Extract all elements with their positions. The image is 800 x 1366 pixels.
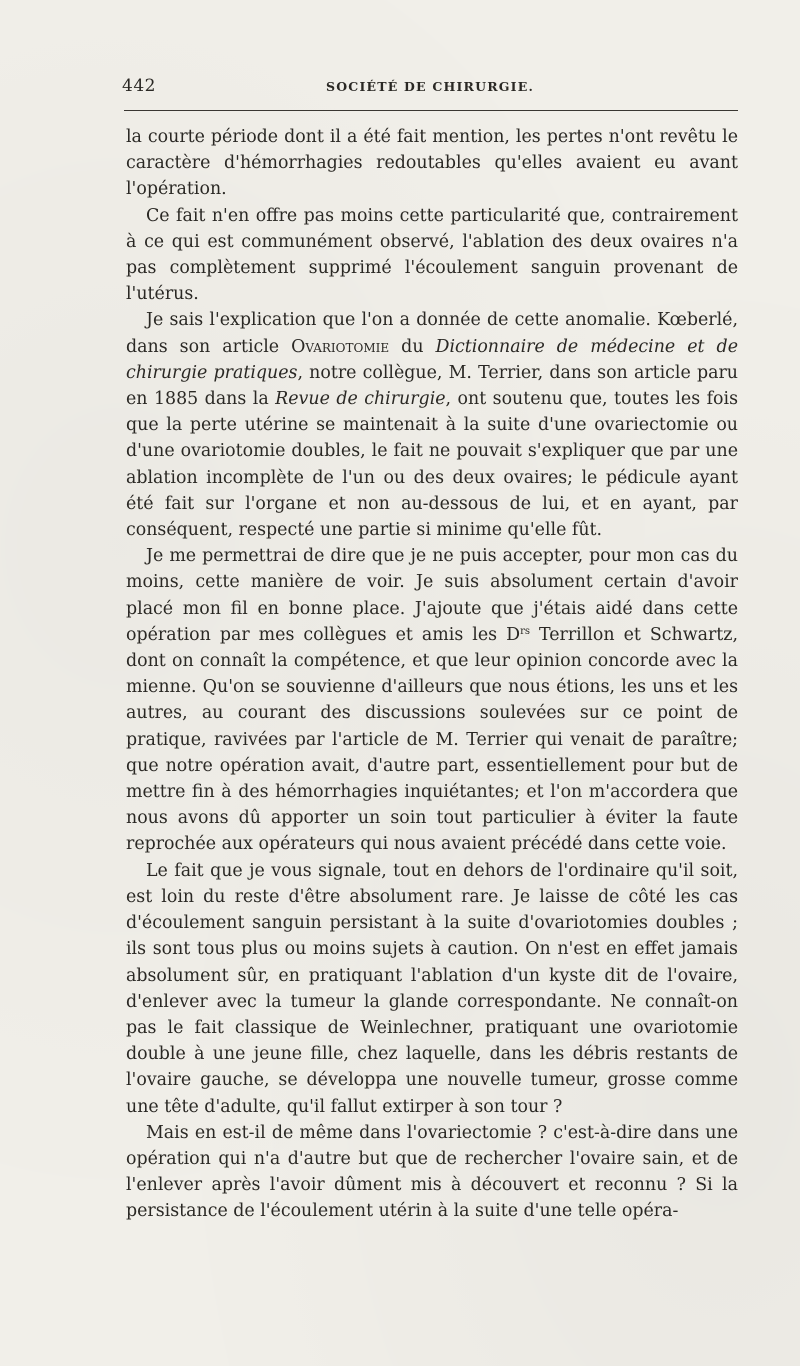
- paragraph-6: Mais en est-il de même dans l'ovariectomie ? c'est-à-dire dans une opération qui n'a d'autre but que de rechercher l'ovaire sain, et de l'enlever après l'avoir dûment mis à découvert et reconnu ? Si la persistance de l'écoulement utérin à la suite d'une telle opéra-: [126, 1122, 738, 1222]
- running-title: SOCIÉTÉ DE CHIRURGIE.: [325, 79, 535, 94]
- paragraph-3-text-e: , notre collègue, M. Terrier, dans son article paru en 1885 dans la: [126, 362, 738, 410]
- paragraph-4: [126, 543, 738, 857]
- article-title-ovariotomie: Ovariotomie: [291, 336, 390, 357]
- paragraph-4-text-b: Terrillon et Schwartz, dont on connaît la compétence, et que leur opinion concorde avec la mienne. Qu'on se souvienne d'ailleurs que nous étions, les uns et les autres, au courant des discussions soulevées sur ce point de pratique, ravivées par l'article de M. Terrier qui venait de paraître; que notre opération avait, d'autre part, essentiellement pour but de mettre fin à des hémorrhagies inquiétantes; et l'on m'accordera que nous avons dû apporter un soin tout particulier à éviter la faute reprochée aux opérateurs qui nous avaient précédé dans cette voie.: [126, 624, 738, 855]
- paragraph-3-text-g: , ont soutenu que, toutes les fois que la perte utérine se maintenait à la suite d'une ovariectomie ou d'une ovariotomie doubles, le fait ne pouvait s'expliquer que par une ablation incomplète de l'un ou des deux ovaires; le pédicule ayant été fait sur l'organe et non au-dessous de lui, et en ayant, par conséquent, respecté une partie si minime qu'elle fût.: [126, 389, 738, 541]
- book-title-dictionnaire: Dictionnaire de médecine et de chirurgie pratiques: [126, 336, 738, 383]
- page-header: [122, 76, 738, 98]
- journal-title-revue: Revue de chirurgie: [275, 389, 446, 410]
- superscript-rs: rs: [520, 625, 530, 637]
- header-rule: [124, 110, 738, 111]
- paragraph-4-text-a: Je me permettrai de dire que je ne puis accepter, pour mon cas du moins, cette manière de voir. Je suis absolument certain d'avoir placé mon fil en bonne place. J'ajoute que j'étais aidé dans cette opération par mes collègues et amis les D: [126, 546, 738, 645]
- paragraph-3: [126, 307, 738, 543]
- body-text: [126, 124, 738, 1225]
- paragraph-1: la courte période dont il a été fait mention, les pertes n'ont revêtu le caractère d'hémorrhagies redoutables qu'elles avaient eu avant l'opération.: [126, 127, 738, 200]
- paragraph-3-text-a: Je sais l'explication que l'on a donnée de cette anomalie. Kœberlé, dans son article: [126, 310, 738, 357]
- paragraph-3-text-c: du: [389, 336, 436, 357]
- paragraph-5: Le fait que je vous signale, tout en dehors de l'ordinaire qu'il soit, est loin du reste d'être absolument rare. Je laisse de côté les cas d'écoulement sanguin persistant à la suite d'ovariotomies doubles ; ils sont tous plus ou moins sujets à caution. On n'est en effet jamais absolument sûr, en pratiquant l'ablation d'un kyste dit de l'ovaire, d'enlever avec la tumeur la glande correspondante. Ne connaît-on pas le fait classique de Weinlechner, pratiquant une ovariotomie double à une jeune fille, chez laquelle, dans les débris restants de l'ovaire gauche, se développa une nouvelle tumeur, grosse comme une tête d'adulte, qu'il fallut extirper à son tour ?: [126, 860, 738, 1117]
- paragraph-2: Ce fait n'en offre pas moins cette particularité que, contrairement à ce qui est communément observé, l'ablation des deux ovaires n'a pas complètement supprimé l'écoulement sanguin provenant de l'utérus.: [126, 205, 738, 305]
- page-number: 442: [122, 76, 156, 96]
